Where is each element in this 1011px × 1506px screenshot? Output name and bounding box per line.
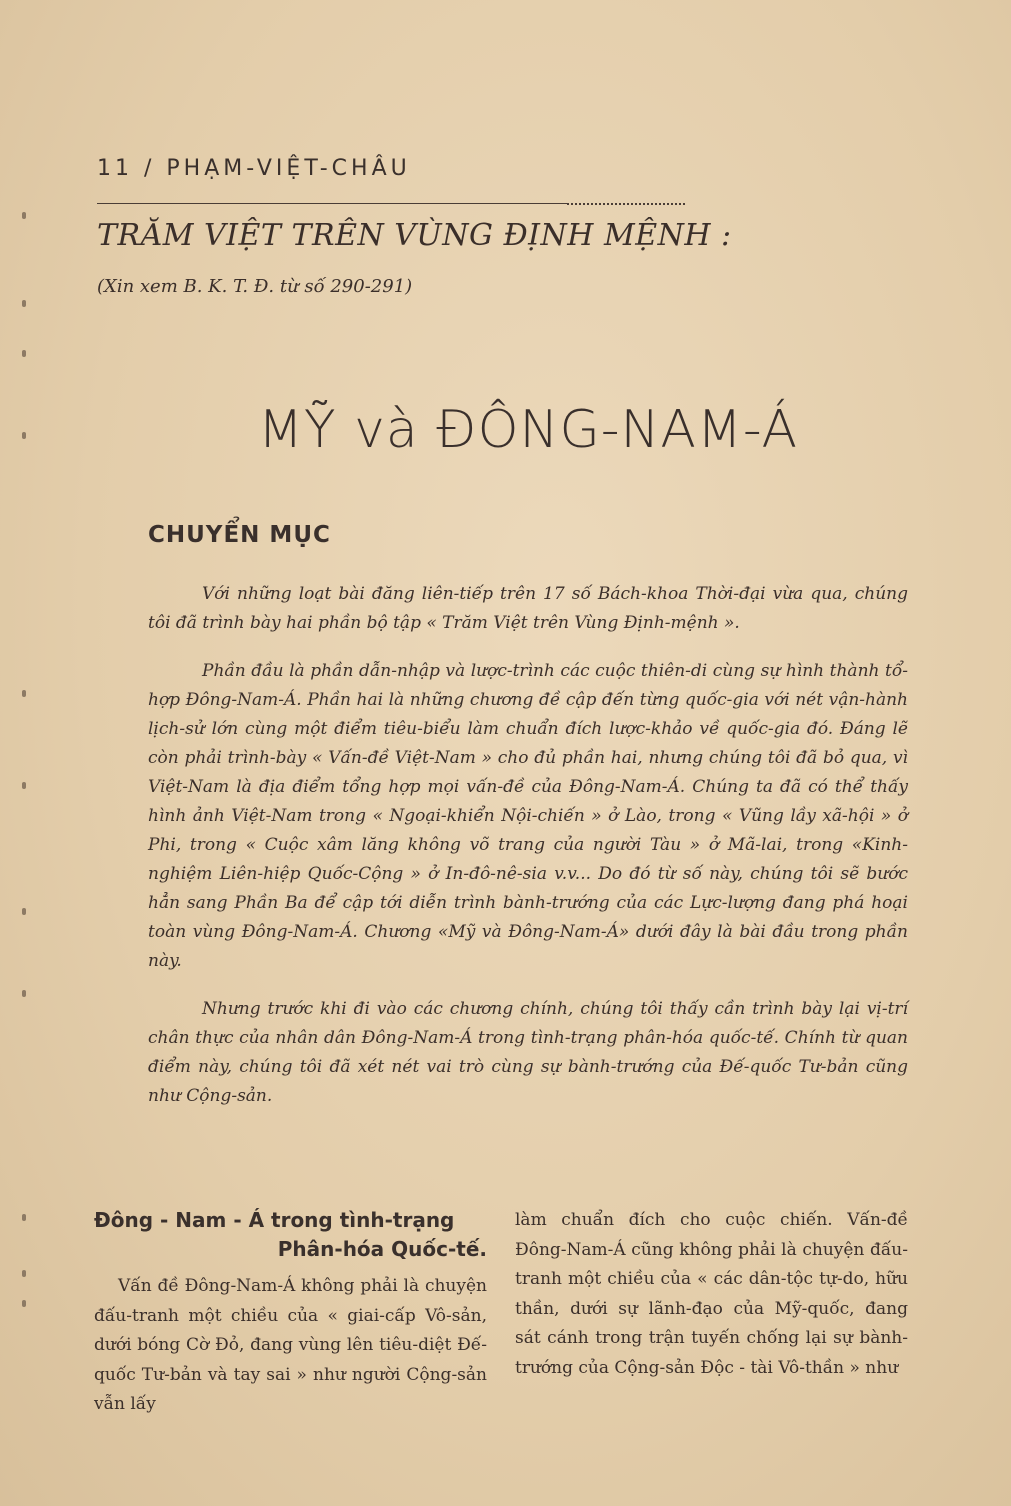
series-reference: (Xin xem B. K. T. Đ. từ số 290-291) — [97, 276, 413, 297]
right-column-text: làm chuẩn đích cho cuộc chiến. Vấn-đề Đông-Nam-Á cũng không phải là chuyện đấu-tranh một chiều của « các dân-tộc tự-do, hữu thần, dưới sự lãnh-đạo của Mỹ-quốc, đang sát cánh trong trận tuyến chống lại sự bành-trướng của Cộng-sản Độc - tài Vô-thần » như — [515, 1210, 908, 1378]
header-rule-dotted — [567, 203, 685, 205]
left-column — [94, 1206, 487, 1420]
subsection-heading-line-1: Đông - Nam - Á trong tình-trạng — [94, 1208, 455, 1232]
intro-paragraph-1: Với những loạt bài đăng liên-tiếp trên 17 số Bách-khoa Thời-đại vừa qua, chúng tôi đã trình bày hai phần bộ tập « Trăm Việt trên Vùng Định-mệnh ». — [148, 584, 908, 633]
series-title: TRĂM VIỆT TRÊN VÙNG ĐỊNH MỆNH : — [97, 218, 732, 253]
section-heading: CHUYỂN MỤC — [148, 522, 331, 548]
article-title: MỸ và ĐÔNG-NAM-Á — [258, 400, 799, 460]
intro-paragraph-3: Nhưng trước khi đi vào các chương chính, chúng tôi thấy cần trình bày lại vị-trí chân thực của nhân dân Đông-Nam-Á trong tình-trạng phân-hóa quốc-tế. Chính từ quan điểm này, chúng tôi đã xét nét vai trò cùng sự bành-trướng của Đế-quốc Tư-bản cũng như Cộng-sản. — [148, 999, 908, 1106]
subsection-heading — [94, 1206, 487, 1264]
subsection-heading-line-2: Phân-hóa Quốc-tế. — [277, 1237, 487, 1261]
intro-paragraph-2: Phần đầu là phần dẫn-nhập và lược-trình các cuộc thiên-di cùng sự hình thành tổ-hợp Đông-Nam-Á. Phần hai là những chương đề cập đến từng quốc-gia với nét vận-hành lịch-sử lớn cùng một điểm tiêu-biểu làm chuẩn đích lược-khảo về quốc-gia đó. Đáng lẽ còn phải trình-bày « Vấn-đề Việt-Nam » cho đủ phần hai, nhưng chúng tôi đã bỏ qua, vì Việt-Nam là địa điểm tổng hợp mọi vấn-đề của Đông-Nam-Á. Chúng ta đã có thể thấy hình ảnh Việt-Nam trong « Ngoại-khiển Nội-chiến » ở Lào, trong « Vũng lầy xã-hội » ở Phi, trong « Cuộc xâm lăng không võ trang của người Tàu » ở Mã-lai, trong «Kinh-nghiệm Liên-hiệp Quốc-Cộng » ở In-đô-nê-sia v.v... Do đó từ số này, chúng tôi sẽ bước hẳn sang Phần Ba để cập tới diễn trình bành-trướng của các Lực-lượng đang phá hoại toàn vùng Đông-Nam-Á. Chương «Mỹ và Đông-Nam-Á» dưới đây là bài đầu trong phần này. — [148, 661, 908, 971]
page-header: 11 / PHẠM-VIỆT-CHÂU — [97, 156, 411, 181]
right-column — [515, 1206, 908, 1383]
intro-text — [148, 580, 908, 1130]
left-column-text: Vấn đề Đông-Nam-Á không phải là chuyện đấu-tranh một chiều của « giai-cấp Vô-sản, dưới bóng Cờ Đỏ, đang vùng lên tiêu-diệt Đế-quốc Tư-bản và tay sai » như người Cộng-sản vẫn lấy — [94, 1276, 487, 1414]
header-rule — [97, 203, 567, 204]
